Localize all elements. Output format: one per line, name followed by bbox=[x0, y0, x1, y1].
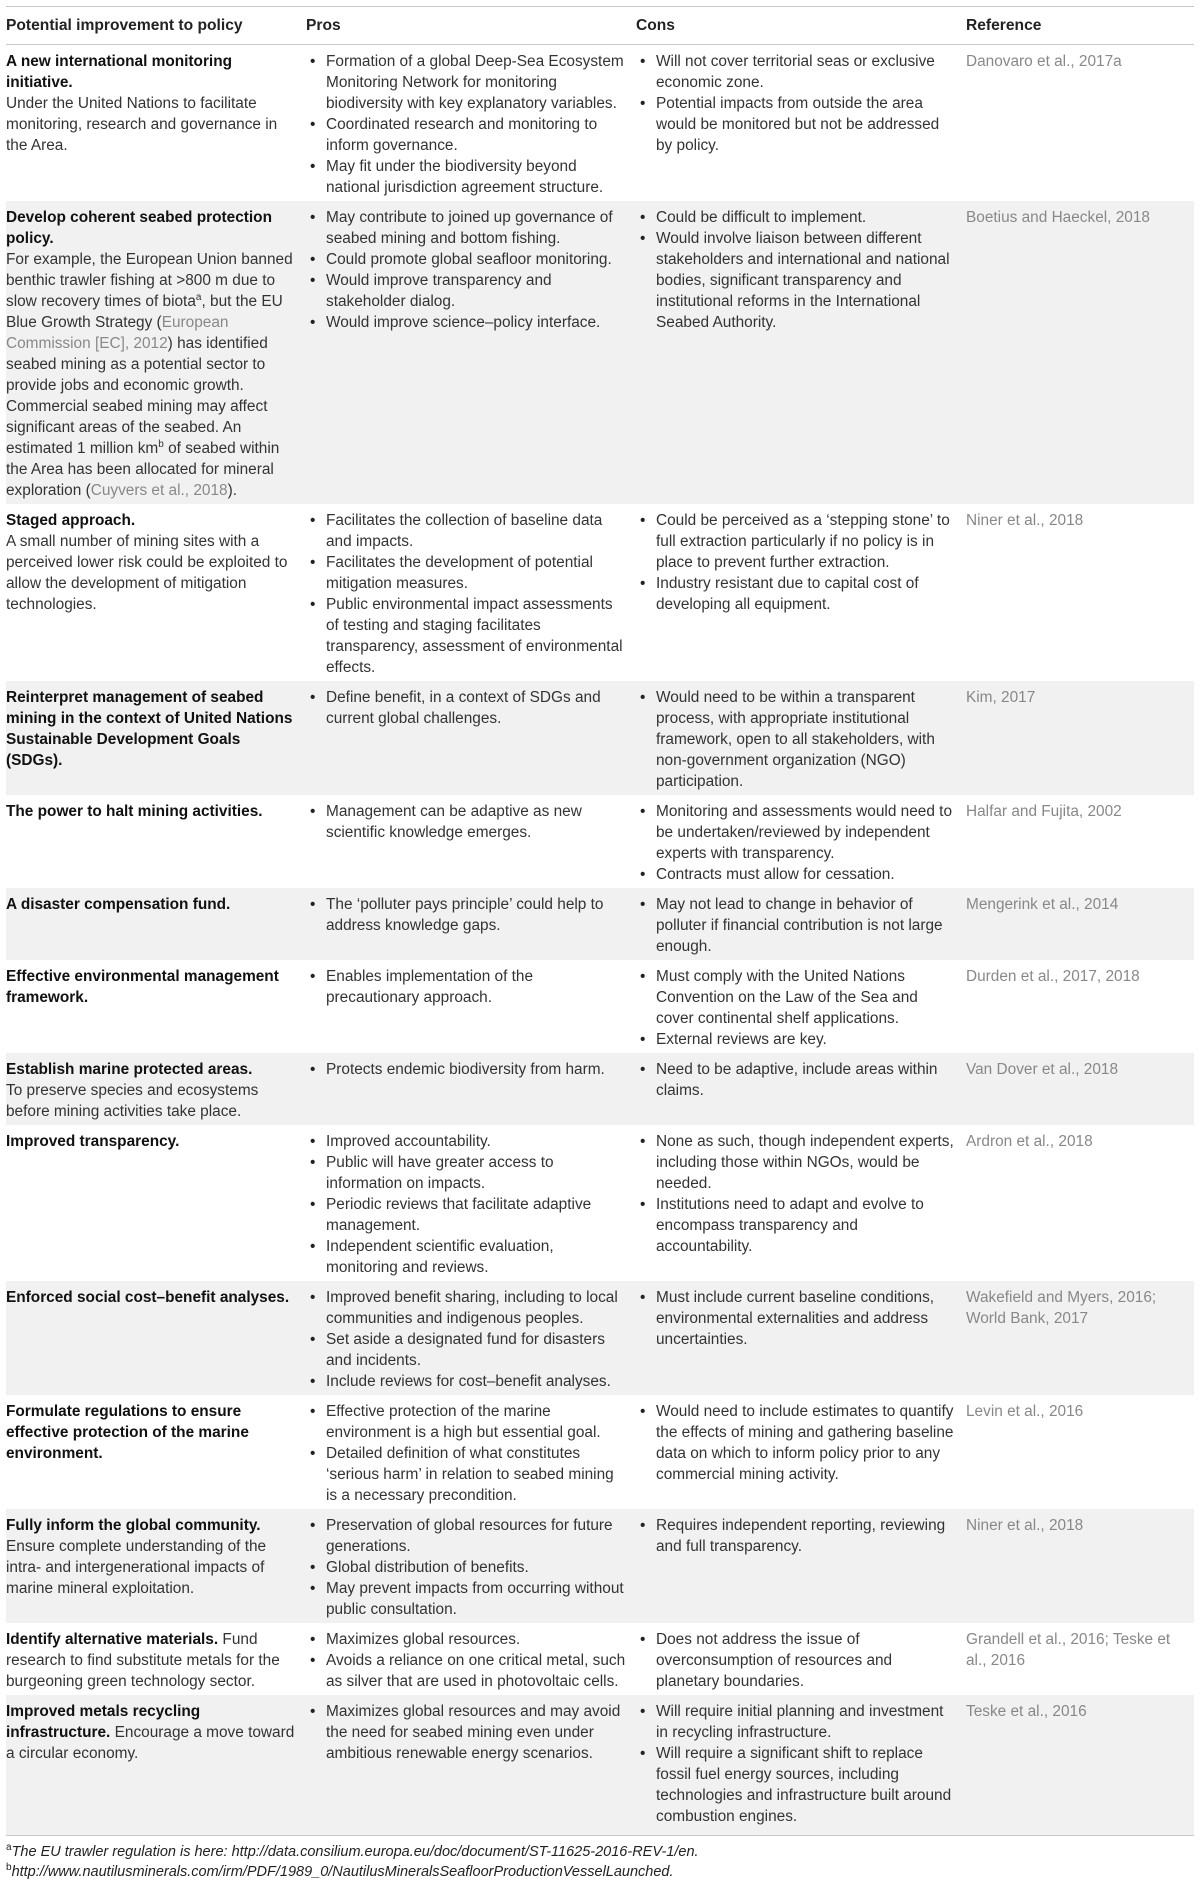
footnote-b-mark: b bbox=[6, 1862, 12, 1874]
cons-item: • Need to be adaptive, include areas within claims. bbox=[636, 1059, 958, 1101]
pros-cell bbox=[306, 1623, 636, 1695]
cons-item: • Industry resistant due to capital cost of developing all equipment. bbox=[636, 573, 958, 615]
policy-cell bbox=[6, 1509, 306, 1623]
policy-title: A disaster compensation fund. bbox=[6, 896, 231, 913]
pros-item: • May fit under the biodiversity beyond national jurisdiction agreement structure. bbox=[306, 156, 628, 198]
policy-description: To preserve species and ecosystems before mining activities take place. bbox=[6, 1082, 259, 1120]
pros-item: • Maximizes global resources and may avoid the need for seabed mining even under ambitious renewable energy scenarios. bbox=[306, 1701, 628, 1764]
pros-list bbox=[306, 1629, 628, 1692]
reference-cell[interactable]: Niner et al., 2018 bbox=[966, 1509, 1194, 1623]
policy-description: Encourage a move toward a circular economy. bbox=[6, 1724, 295, 1762]
cons-list bbox=[636, 51, 958, 156]
pros-item: • The ‘polluter pays principle’ could help to address knowledge gaps. bbox=[306, 894, 628, 936]
pros-item: • Periodic reviews that facilitate adaptive management. bbox=[306, 1194, 628, 1236]
cons-list bbox=[636, 1701, 958, 1827]
cons-list bbox=[636, 510, 958, 615]
policy-title: Enforced social cost–benefit analyses. bbox=[6, 1289, 290, 1306]
cons-item: • None as such, though independent experts, including those within NGOs, would be needed. bbox=[636, 1131, 958, 1194]
policy-title: Fully inform the global community. bbox=[6, 1517, 261, 1534]
pros-item: • Independent scientific evaluation, monitoring and reviews. bbox=[306, 1236, 628, 1278]
pros-cell bbox=[306, 45, 636, 202]
header-policy: Potential improvement to policy bbox=[6, 7, 306, 45]
pros-list bbox=[306, 894, 628, 936]
reference-cell[interactable]: Mengerink et al., 2014 bbox=[966, 888, 1194, 960]
reference-cell[interactable]: Niner et al., 2018 bbox=[966, 512, 1084, 529]
cons-list bbox=[636, 687, 958, 792]
pros-item: • Global distribution of benefits. bbox=[306, 1557, 628, 1578]
pros-item: • Avoids a reliance on one critical metal, such as silver that are used in photovoltaic cells. bbox=[306, 1650, 628, 1692]
pros-list bbox=[306, 801, 628, 843]
cons-list bbox=[636, 966, 958, 1050]
cons-item: • May not lead to change in behavior of polluter if financial contribution is not large enough. bbox=[636, 894, 958, 957]
footnote-marker[interactable]: b bbox=[158, 438, 164, 450]
cons-item: • Must include current baseline conditions, environmental externalities and address uncertainties. bbox=[636, 1287, 958, 1350]
cons-item: • Requires independent reporting, reviewing and full transparency. bbox=[636, 1515, 958, 1557]
pros-item: • Include reviews for cost–benefit analyses. bbox=[306, 1371, 628, 1392]
pros-cell bbox=[306, 1695, 636, 1836]
pros-item: • Facilitates the development of potential mitigation measures. bbox=[306, 552, 628, 594]
footnote bbox=[6, 1836, 1194, 1882]
cons-list bbox=[636, 1515, 958, 1557]
policy-cell bbox=[6, 1695, 306, 1836]
pros-item: • Enables implementation of the precautionary approach. bbox=[306, 966, 628, 1008]
cons-item: • Monitoring and assessments would need to be undertaken/reviewed by independent experts with transparency. bbox=[636, 801, 958, 864]
pros-item: • Public will have greater access to information on impacts. bbox=[306, 1152, 628, 1194]
policy-cell bbox=[6, 504, 306, 681]
table-row bbox=[6, 1509, 1194, 1623]
header-cons: Cons bbox=[636, 7, 966, 45]
cons-list bbox=[636, 207, 958, 333]
pros-item: • Set aside a designated fund for disasters and incidents. bbox=[306, 1329, 628, 1371]
pros-item: • Protects endemic biodiversity from harm. bbox=[306, 1059, 628, 1080]
table-row bbox=[6, 795, 1194, 888]
pros-cell bbox=[306, 201, 636, 504]
table-row bbox=[6, 201, 1194, 504]
pros-item: • May contribute to joined up governance of seabed mining and bottom fishing. bbox=[306, 207, 628, 249]
pros-item: • Formation of a global Deep-Sea Ecosystem Monitoring Network for monitoring biodiversity with key explanatory variables. bbox=[306, 51, 628, 114]
cons-item: • Does not address the issue of overconsumption of resources and planetary boundaries. bbox=[636, 1629, 958, 1692]
footnote-a-mark: a bbox=[6, 1842, 12, 1854]
table-row bbox=[6, 1623, 1194, 1695]
policy-title: Establish marine protected areas. bbox=[6, 1061, 253, 1078]
cons-list bbox=[636, 801, 958, 885]
policy-cell bbox=[6, 681, 306, 795]
reference-cell[interactable]: Halfar and Fujita, 2002 bbox=[966, 803, 1122, 820]
cons-item: • External reviews are key. bbox=[636, 1029, 958, 1050]
reference-cell[interactable]: Van Dover et al., 2018 bbox=[966, 1053, 1194, 1125]
pros-cell bbox=[306, 795, 636, 888]
description-text: , but the EU Blue Growth Strategy ( bbox=[6, 293, 283, 331]
pros-item: • Effective protection of the marine environment is a high but essential goal. bbox=[306, 1401, 628, 1443]
pros-item: • Improved benefit sharing, including to local communities and indigenous peoples. bbox=[306, 1287, 628, 1329]
cons-cell bbox=[636, 1053, 966, 1125]
pros-list bbox=[306, 1401, 628, 1506]
cons-list bbox=[636, 1287, 958, 1350]
table-row bbox=[6, 504, 1194, 681]
cons-cell bbox=[636, 795, 966, 888]
pros-item: • Facilitates the collection of baseline data and impacts. bbox=[306, 510, 628, 552]
pros-list bbox=[306, 1287, 628, 1392]
cons-cell bbox=[636, 888, 966, 960]
header-pros: Pros bbox=[306, 7, 636, 45]
pros-item: • Detailed definition of what constitutes ‘serious harm’ in relation to seabed mining is a necessary precondition. bbox=[306, 1443, 628, 1506]
policy-cell bbox=[6, 795, 306, 888]
policy-cell bbox=[6, 1125, 306, 1281]
cons-item: • Institutions need to adapt and evolve to encompass transparency and accountability. bbox=[636, 1194, 958, 1257]
pros-list bbox=[306, 51, 628, 198]
document-page bbox=[6, 0, 1194, 1882]
pros-list bbox=[306, 1131, 628, 1278]
cons-list bbox=[636, 1629, 958, 1692]
pros-list bbox=[306, 510, 628, 678]
table-row bbox=[6, 960, 1194, 1053]
policy-cell bbox=[6, 1281, 306, 1395]
pros-item: • Define benefit, in a context of SDGs and current global challenges. bbox=[306, 687, 628, 729]
reference-cell[interactable]: Kim, 2017 bbox=[966, 681, 1194, 795]
cons-cell bbox=[636, 504, 966, 681]
policy-title: Develop coherent seabed protection policy. bbox=[6, 209, 272, 247]
cons-list bbox=[636, 894, 958, 957]
cons-cell bbox=[636, 1395, 966, 1509]
cons-item: • Would involve liaison between different stakeholders and international and national bodies, significant transparency and institutional reforms in the International Seabed Authority. bbox=[636, 228, 958, 333]
reference-cell[interactable]: Wakefield and Myers, 2016; World Bank, 2017 bbox=[966, 1281, 1194, 1395]
pros-item: • May prevent impacts from occurring without public consultation. bbox=[306, 1578, 628, 1620]
citation-link[interactable]: Cuyvers et al., 2018 bbox=[90, 482, 228, 499]
pros-cell bbox=[306, 1509, 636, 1623]
policy-cell bbox=[6, 1623, 306, 1695]
policy-cell bbox=[6, 45, 306, 202]
policy-title: Staged approach. bbox=[6, 512, 136, 529]
policy-cell bbox=[6, 888, 306, 960]
pros-list bbox=[306, 966, 628, 1008]
policy-table bbox=[6, 6, 1194, 1836]
table-row bbox=[6, 1695, 1194, 1836]
table-row bbox=[6, 1125, 1194, 1281]
cons-item: • Could be perceived as a ‘stepping stone’ to full extraction particularly if no policy is in place to prevent further extraction. bbox=[636, 510, 958, 573]
table-row bbox=[6, 1053, 1194, 1125]
pros-item: • Could promote global seafloor monitoring. bbox=[306, 249, 628, 270]
pros-cell bbox=[306, 681, 636, 795]
policy-title: Reinterpret management of seabed mining in the context of United Nations Sustainable Development Goals (SDGs). bbox=[6, 689, 293, 769]
cons-cell bbox=[636, 45, 966, 202]
policy-description: Ensure complete understanding of the intra- and intergenerational impacts of marine mineral exploitation. bbox=[6, 1538, 267, 1597]
policy-cell bbox=[6, 1395, 306, 1509]
footnote-a-text: The EU trawler regulation is here: http://data.consilium.europa.eu/doc/document/ST-11625-2016-REV-1/en. bbox=[11, 1844, 699, 1860]
pros-item: • Management can be adaptive as new scientific knowledge emerges. bbox=[306, 801, 628, 843]
policy-title: Identify alternative materials. bbox=[6, 1631, 219, 1648]
description-text: ). bbox=[227, 482, 237, 499]
description-text: ) has identified seabed mining as a potential sector to provide jobs and economic growth. Commercial seabed mining may affect significant areas of the seabed. An estimated 1 million km bbox=[6, 335, 268, 457]
cons-item: • Will require initial planning and investment in recycling infrastructure. bbox=[636, 1701, 958, 1743]
footnote-b-text: http://www.nautilusminerals.com/irm/PDF/1989_0/NautilusMineralsSeafloorProductionVesselLaunched. bbox=[11, 1864, 674, 1880]
cons-item: • Must comply with the United Nations Convention on the Law of the Sea and cover continental shelf applications. bbox=[636, 966, 958, 1029]
cons-cell bbox=[636, 681, 966, 795]
cons-item: • Would need to include estimates to quantify the effects of mining and gathering baseline data on which to inform policy prior to any commercial mining activity. bbox=[636, 1401, 958, 1485]
cons-cell bbox=[636, 1125, 966, 1281]
pros-list bbox=[306, 207, 628, 333]
pros-cell bbox=[306, 888, 636, 960]
footnote-marker[interactable]: a bbox=[195, 291, 202, 303]
reference-cell[interactable]: Ardron et al., 2018 bbox=[966, 1133, 1093, 1150]
reference-cell[interactable]: Durden et al., 2017, 2018 bbox=[966, 968, 1140, 985]
pros-list bbox=[306, 1515, 628, 1620]
header-reference: Reference bbox=[966, 7, 1194, 45]
policy-cell bbox=[6, 201, 306, 504]
policy-title: Effective environmental management framework. bbox=[6, 968, 279, 1006]
policy-title: The power to halt mining activities. bbox=[6, 803, 263, 820]
reference-cell[interactable]: Levin et al., 2016 bbox=[966, 1403, 1084, 1420]
pros-item: • Coordinated research and monitoring to inform governance. bbox=[306, 114, 628, 156]
cons-item: • Contracts must allow for cessation. bbox=[636, 864, 958, 885]
description-text: of seabed within the Area has been allocated for mineral exploration ( bbox=[6, 440, 280, 499]
reference-cell[interactable]: Boetius and Haeckel, 2018 bbox=[966, 201, 1194, 504]
cons-item: • Could be difficult to implement. bbox=[636, 207, 958, 228]
reference-cell[interactable]: Teske et al., 2016 bbox=[966, 1695, 1194, 1836]
table-row bbox=[6, 1395, 1194, 1509]
pros-item: • Preservation of global resources for future generations. bbox=[306, 1515, 628, 1557]
cons-cell bbox=[636, 1623, 966, 1695]
pros-list bbox=[306, 687, 628, 729]
policy-description bbox=[6, 249, 298, 501]
cons-cell bbox=[636, 1695, 966, 1836]
cons-list bbox=[636, 1131, 958, 1257]
cons-list bbox=[636, 1401, 958, 1485]
policy-cell bbox=[6, 960, 306, 1053]
description-text: For example, the European Union banned benthic trawler fishing at >800 m due to slow recovery times of biota bbox=[6, 251, 293, 310]
policy-title: Improved transparency. bbox=[6, 1133, 180, 1150]
cons-cell bbox=[636, 1281, 966, 1395]
reference-cell[interactable]: Danovaro et al., 2017a bbox=[966, 53, 1122, 70]
pros-item: • Maximizes global resources. bbox=[306, 1629, 628, 1650]
reference-cell[interactable]: Grandell et al., 2016; Teske et al., 2016 bbox=[966, 1631, 1171, 1669]
pros-cell bbox=[306, 1125, 636, 1281]
table-row bbox=[6, 1281, 1194, 1395]
table-header-row bbox=[6, 7, 1194, 45]
table-row bbox=[6, 681, 1194, 795]
pros-item: • Would improve transparency and stakeholder dialog. bbox=[306, 270, 628, 312]
pros-cell bbox=[306, 1395, 636, 1509]
policy-description: Fund research to find substitute metals for the burgeoning green technology sector. bbox=[6, 1631, 280, 1690]
table-row bbox=[6, 888, 1194, 960]
pros-cell bbox=[306, 504, 636, 681]
policy-title: Formulate regulations to ensure effective protection of the marine environment. bbox=[6, 1403, 249, 1462]
table-row bbox=[6, 45, 1194, 202]
citation-link[interactable]: European Commission [EC], 2012 bbox=[6, 314, 229, 352]
cons-item: • Will not cover territorial seas or exclusive economic zone. bbox=[636, 51, 958, 93]
pros-item: • Improved accountability. bbox=[306, 1131, 628, 1152]
policy-cell bbox=[6, 1053, 306, 1125]
pros-cell bbox=[306, 960, 636, 1053]
cons-item: • Will require a significant shift to replace fossil fuel energy sources, including technologies and infrastructure built around combustion engines. bbox=[636, 1743, 958, 1827]
table-body bbox=[6, 45, 1194, 1836]
pros-list bbox=[306, 1701, 628, 1764]
pros-item: • Public environmental impact assessments of testing and staging facilitates transparency, assessment of environmental effects. bbox=[306, 594, 628, 678]
policy-title: Improved metals recycling infrastructure. bbox=[6, 1703, 201, 1741]
pros-cell bbox=[306, 1281, 636, 1395]
cons-item: • Would need to be within a transparent process, with appropriate institutional framework, open to all stakeholders, with non-government organization (NGO) participation. bbox=[636, 687, 958, 792]
cons-cell bbox=[636, 960, 966, 1053]
pros-item: • Would improve science–policy interface. bbox=[306, 312, 628, 333]
pros-list bbox=[306, 1059, 628, 1080]
policy-description: A small number of mining sites with a perceived lower risk could be exploited to allow the development of mitigation technologies. bbox=[6, 533, 288, 613]
cons-list bbox=[636, 1059, 958, 1101]
cons-cell bbox=[636, 1509, 966, 1623]
cons-item: • Potential impacts from outside the area would be monitored but not be addressed by policy. bbox=[636, 93, 958, 156]
pros-cell bbox=[306, 1053, 636, 1125]
policy-description: Under the United Nations to facilitate monitoring, research and governance in the Area. bbox=[6, 95, 278, 154]
cons-cell bbox=[636, 201, 966, 504]
policy-title: A new international monitoring initiative. bbox=[6, 53, 233, 91]
